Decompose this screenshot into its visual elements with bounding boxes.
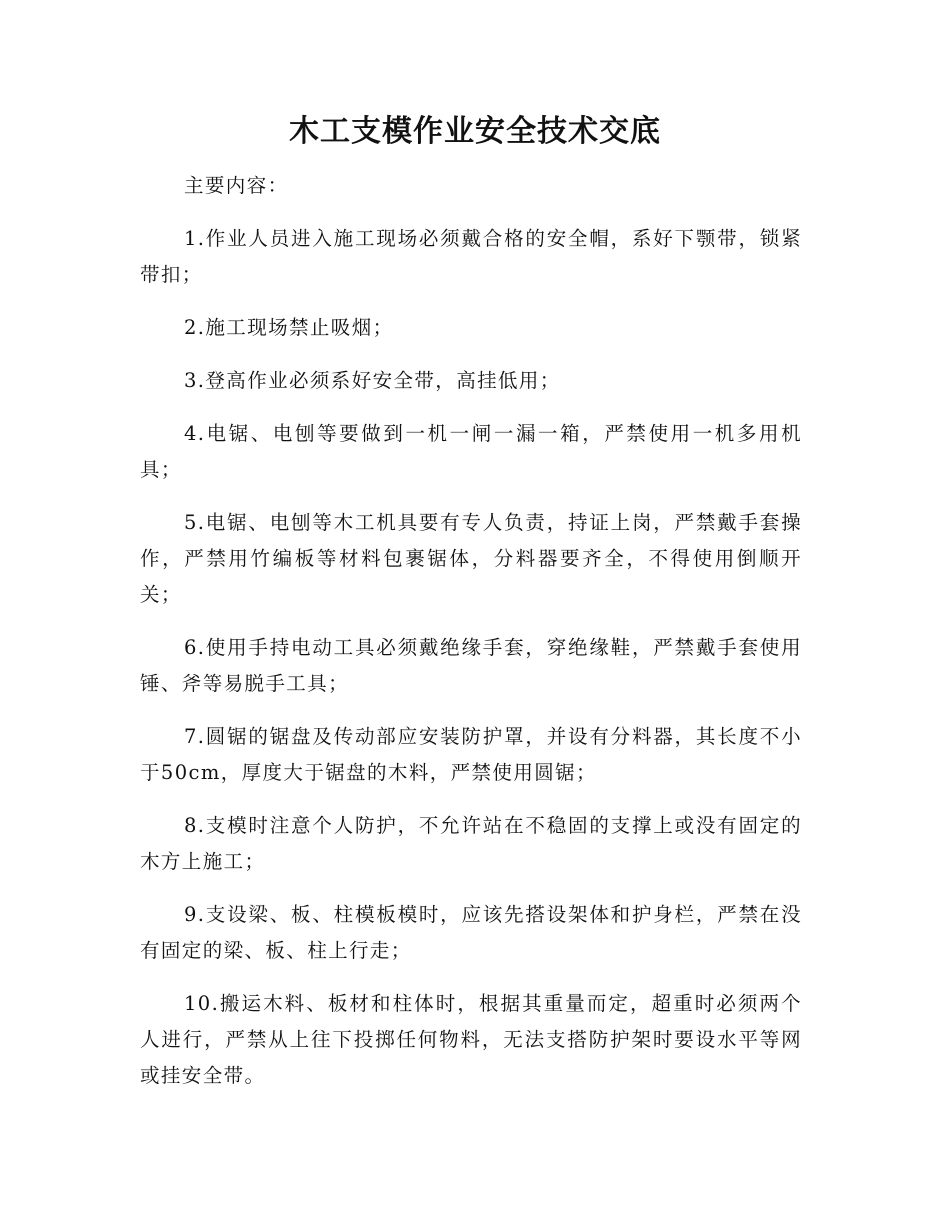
list-item: 6.使用手持电动工具必须戴绝缘手套，穿绝缘鞋，严禁戴手套使用锤、斧等易脱手工具； (140, 636, 802, 695)
list-item: 1.作业人员进入施工现场必须戴合格的安全帽，系好下颚带，锁紧带扣； (140, 227, 802, 286)
list-item: 8.支模时注意个人防护，不允许站在不稳固的支撑上或没有固定的木方上施工； (140, 814, 802, 873)
document-body (140, 168, 802, 1111)
document-title: 木工支模作业安全技术交底 (289, 114, 661, 149)
list-item: 2.施工现场禁止吸烟； (184, 316, 394, 339)
list-item: 5.电锯、电刨等木工机具要有专人负责，持证上岗，严禁戴手套操作，严禁用竹编板等材料包裹锯体，分料器要齐全，不得使用倒顺开关； (140, 511, 802, 606)
intro-line: 主要内容： (184, 174, 289, 197)
list-item: 3.登高作业必须系好安全带，高挂低用； (184, 369, 561, 392)
list-item: 4.电锯、电刨等要做到一机一闸一漏一箱，严禁使用一机多用机具； (140, 422, 802, 481)
list-item: 9.支设梁、板、柱模板模时，应该先搭设架体和护身栏，严禁在没有固定的梁、板、柱上行走； (140, 903, 802, 962)
list-item: 7.圆锯的锯盘及传动部应安装防护罩，并设有分料器，其长度不小于50cm，厚度大于锯盘的木料，严禁使用圆锯； (140, 725, 802, 784)
list-item: 10.搬运木料、板材和柱体时，根据其重量而定，超重时必须两个人进行，严禁从上往下投掷任何物料，无法支搭防护架时要设水平等网或挂安全带。 (140, 992, 802, 1087)
